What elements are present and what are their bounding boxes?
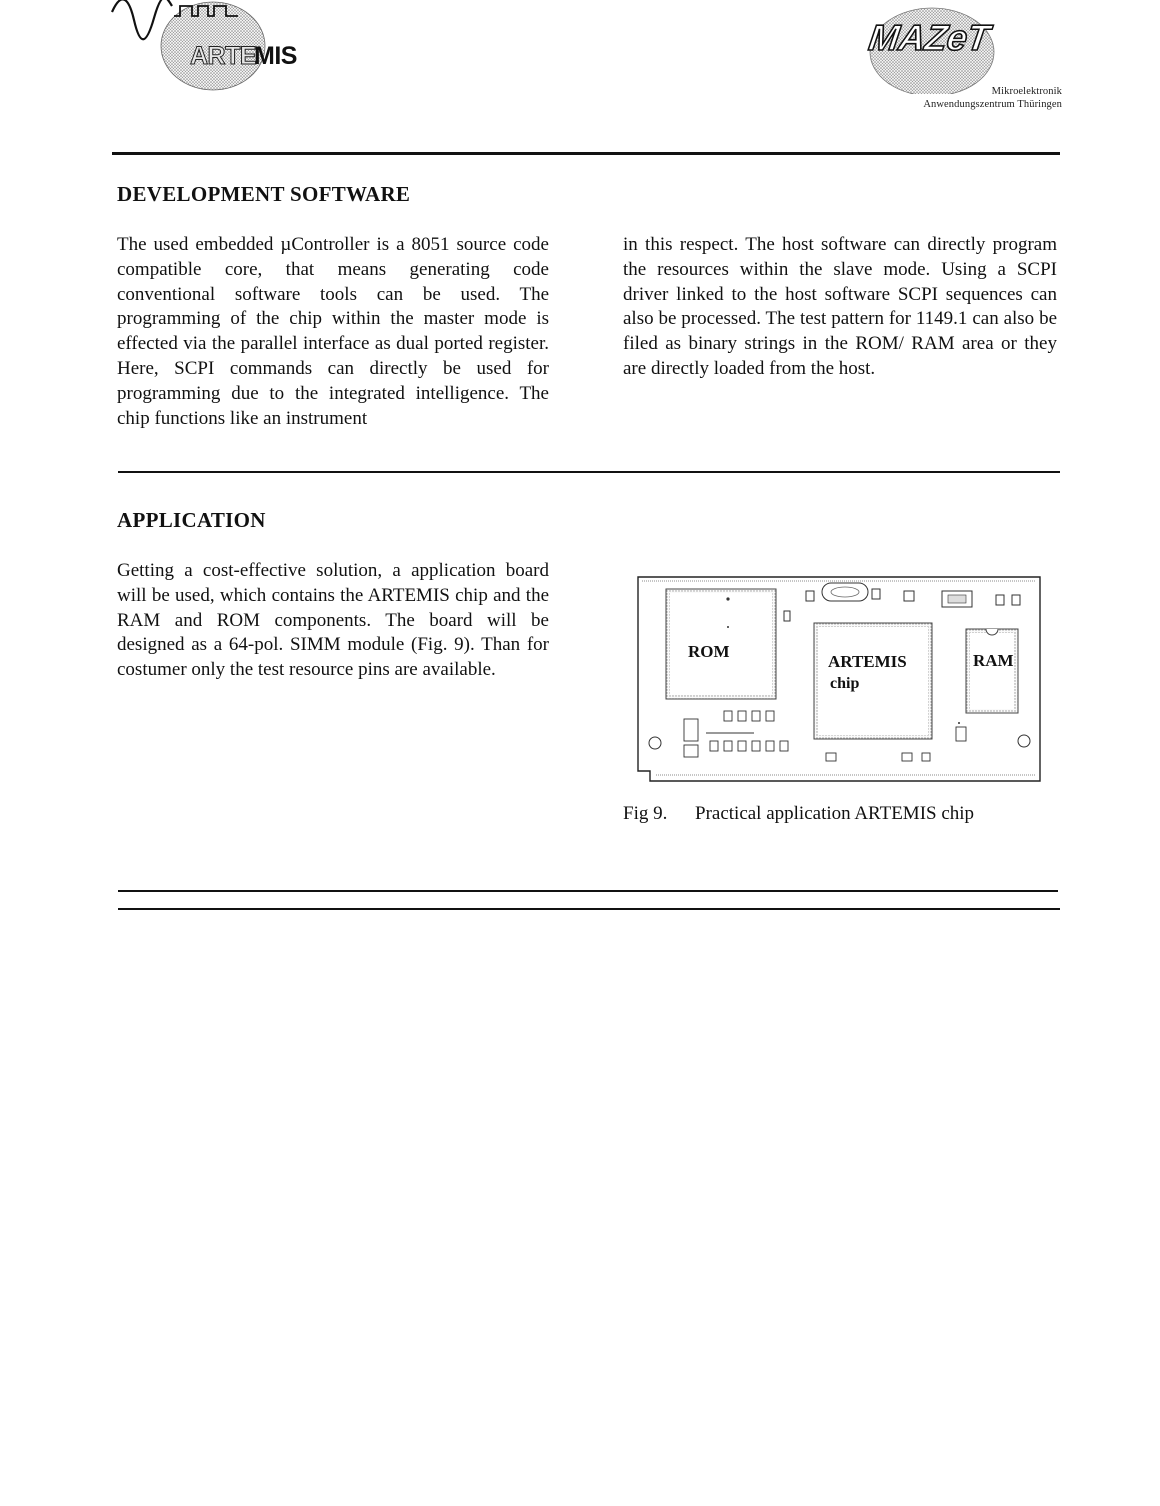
figure-caption-text: Practical application ARTEMIS chip (695, 803, 975, 824)
footer-rule-2 (118, 908, 1060, 910)
figure-label-ram: RAM (973, 651, 1014, 670)
figure-caption-number: Fig 9. (623, 803, 668, 824)
section-title-development: DEVELOPMENT SOFTWARE (117, 182, 411, 206)
mazet-logo (862, 4, 1062, 114)
svg-text:MAZeT: MAZeT (866, 17, 993, 58)
mazet-subtitle-1: Mikroelektronik (991, 86, 1062, 97)
mazet-subtitle-2: Anwendungszentrum Thüringen (923, 99, 1062, 110)
figure-label-chip: chip (830, 675, 860, 692)
section-divider (118, 471, 1060, 473)
simm-board-drawing (636, 575, 1044, 789)
figure-9-board-diagram (636, 575, 1044, 789)
header-rule (112, 152, 1060, 155)
artemis-logo-graphic (108, 0, 318, 95)
application-paragraph: Getting a cost-effective solution, a application board will be used, which contains the ARTEMIS chip and the RAM and ROM components. The board will be designed as a 64-pol. SIMM module (Fig. 9). Than for costumer only the test resource pins are available. (117, 560, 549, 681)
development-column-1 (117, 233, 549, 431)
mazet-logo-graphic (862, 4, 1062, 94)
figure-label-rom: ROM (688, 642, 730, 661)
figure-caption (623, 803, 974, 825)
figure-label-artemis: ARTEMIS (828, 652, 907, 671)
svg-text:MIS: MIS (254, 42, 297, 70)
section-title-application: APPLICATION (117, 508, 266, 532)
development-paragraph-2: in this respect. The host software can directly program the resources within the slave mode. Using a SCPI driver linked to the host software SCPI sequences can also be processed. The test pattern for 1149.1 can also be filed as binary strings in the ROM/ RAM area or they are directly loaded from the host. (623, 234, 1057, 379)
application-column (117, 559, 549, 683)
development-column-2 (623, 233, 1057, 382)
footer-rule-1 (118, 890, 1058, 892)
svg-text:ARTE: ARTE (190, 42, 257, 70)
artemis-logo (108, 0, 318, 95)
development-paragraph-1: The used embedded µController is a 8051 source code compatible core, that means generating code conventional software tools can be used. The programming of the chip within the master mode is effected via the parallel interface as dual ported register. Here, SCPI commands can directly be used for programming due to the integrated intelligence. The chip functions like an instrument (117, 234, 549, 429)
